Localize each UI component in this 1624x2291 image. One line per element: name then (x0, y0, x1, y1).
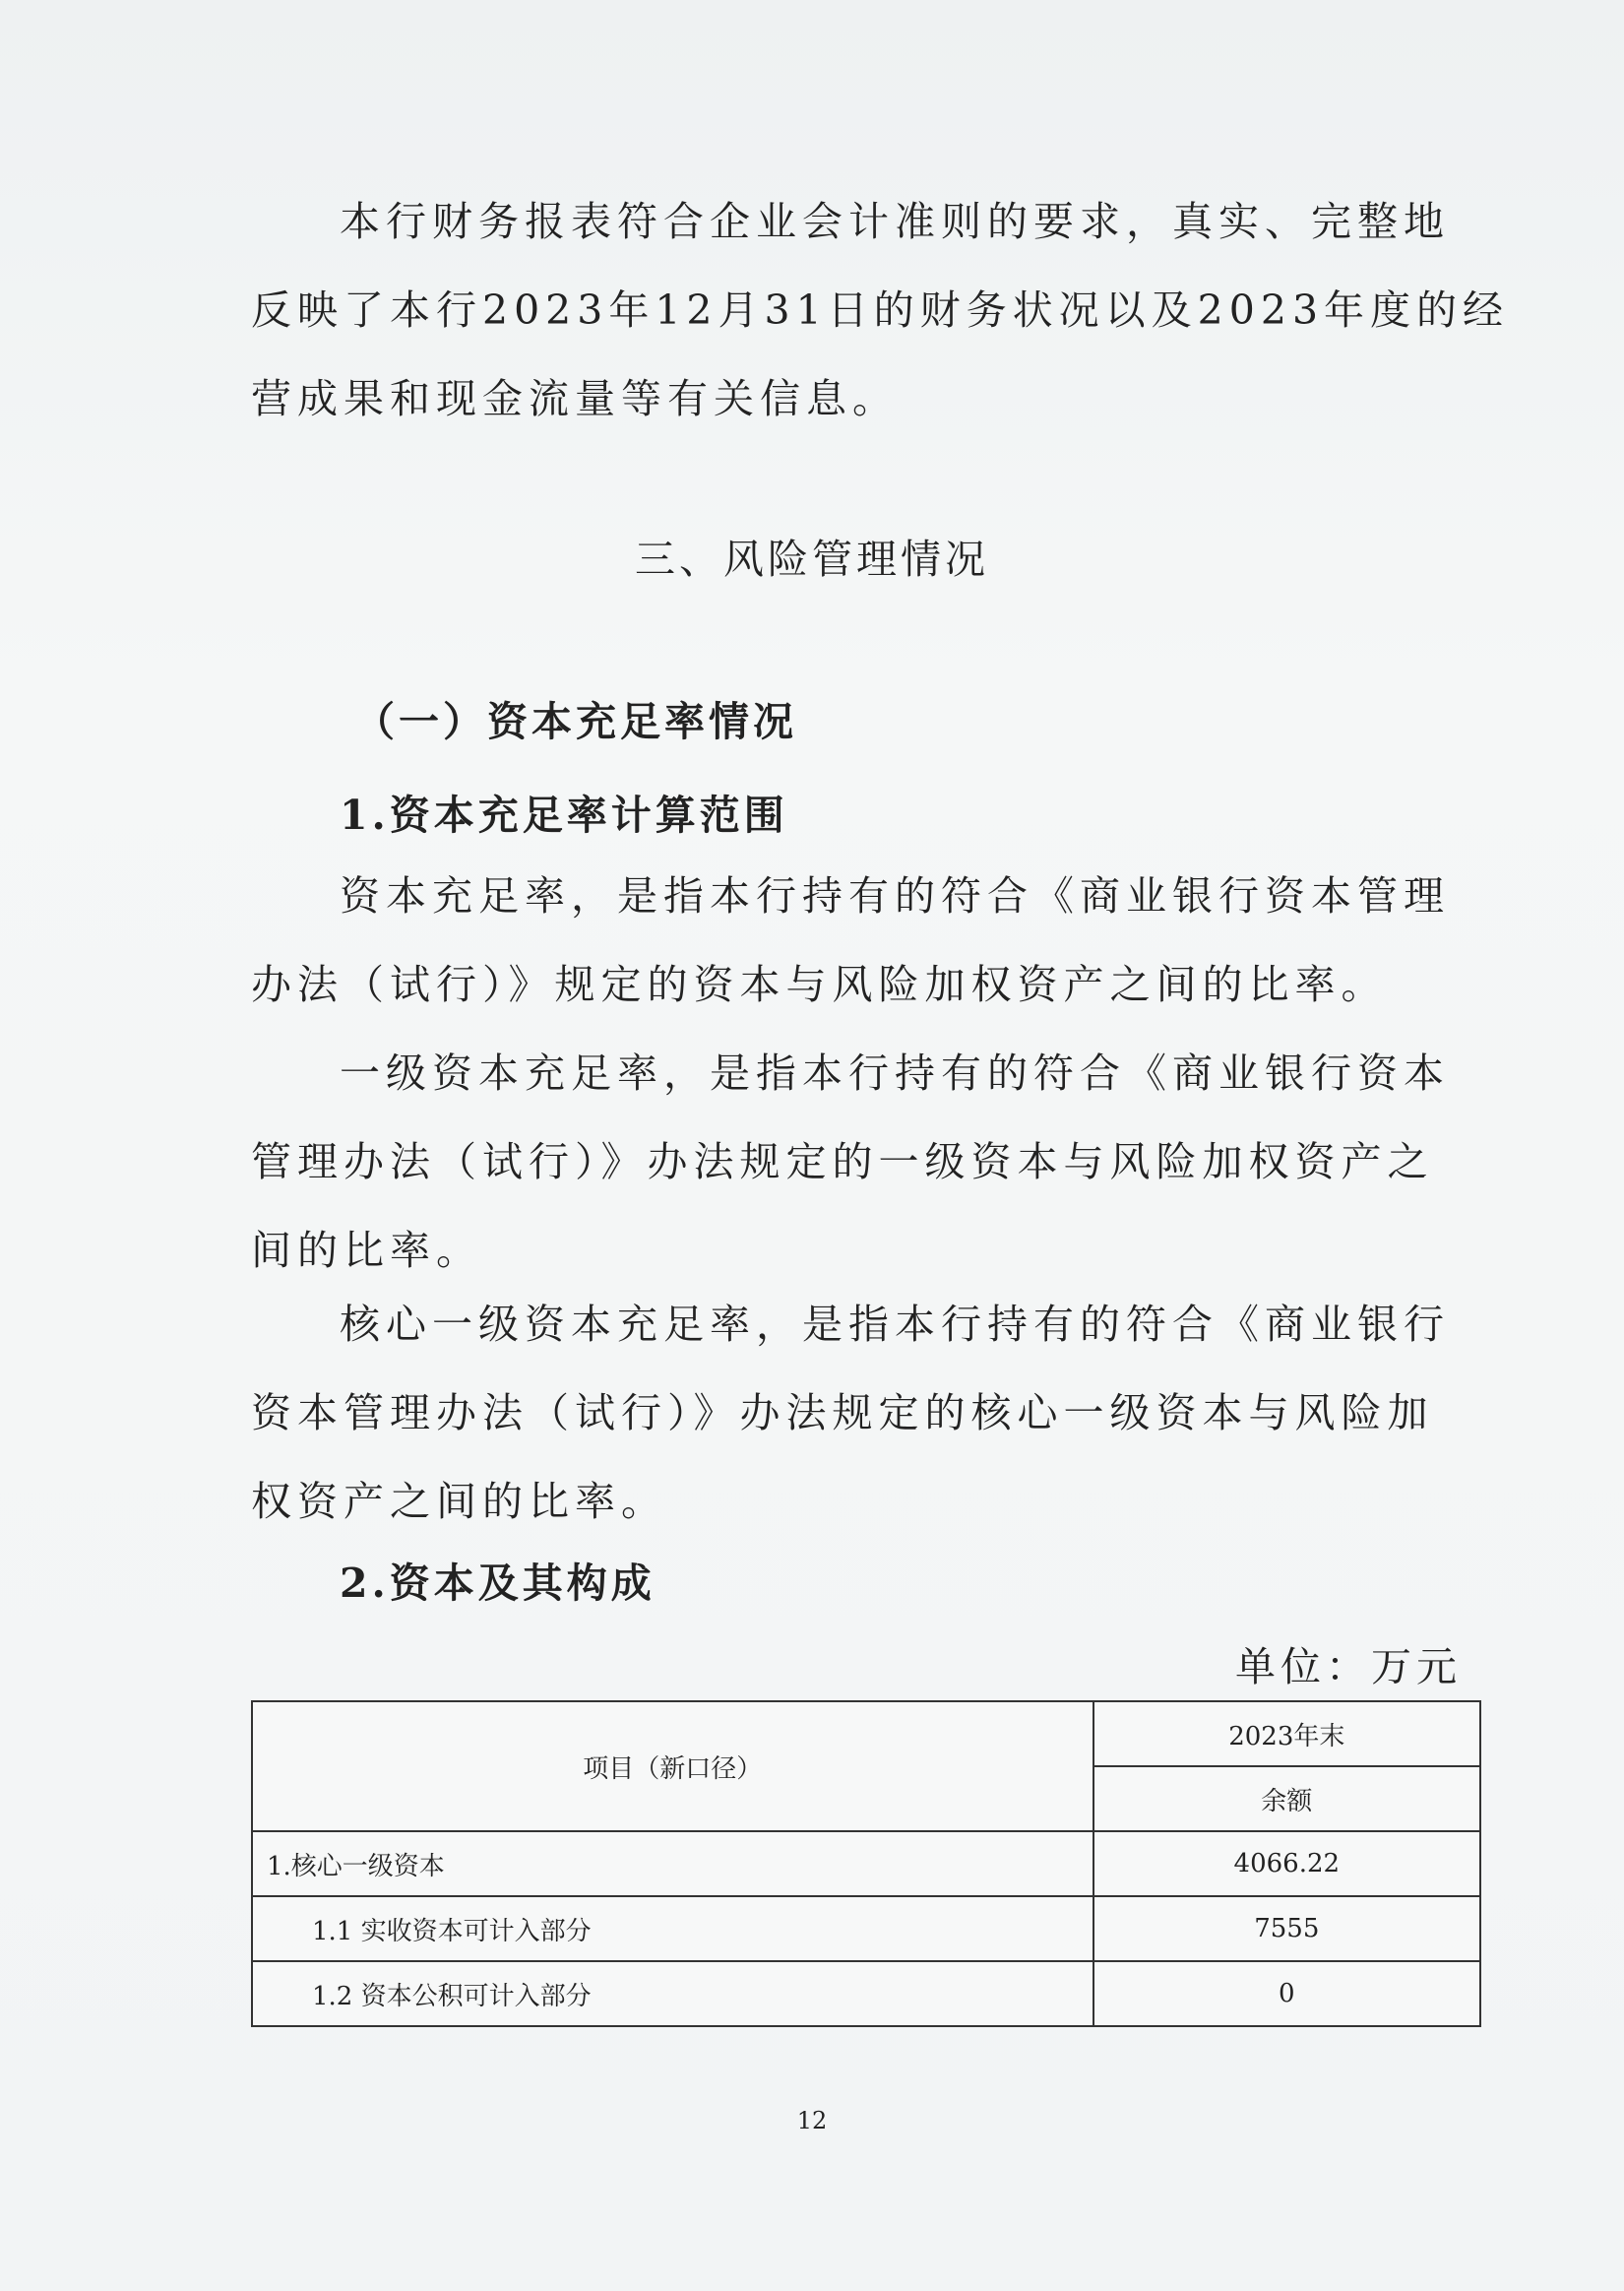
row-label-capital-reserve: 1.2 资本公积可计入部分 (252, 1961, 1093, 2026)
row-label-cet1: 1.核心一级资本 (252, 1831, 1093, 1896)
paragraph-capital-adequacy-ratio (251, 852, 1450, 1029)
table-row (252, 1896, 1480, 1961)
row-value-paid-in-capital: 7555 (1093, 1896, 1480, 1961)
table-row (252, 1961, 1480, 2026)
page-number: 12 (796, 2107, 828, 2134)
intro-line-3: 营成果和现金流量等有关信息。 (251, 375, 899, 422)
table-row (252, 1831, 1480, 1896)
intro-line-2: 反映了本行2023年12月31日的财务状况以及2023年度的经 (251, 286, 1510, 334)
row-label-paid-in-capital: 1.1 实收资本可计入部分 (252, 1896, 1093, 1961)
heading-capital-composition: 2.资本及其构成 (340, 1559, 656, 1607)
cet1-line-2: 资本管理办法（试行）》办法规定的核心一级资本与风险加 (251, 1389, 1434, 1436)
tier1-line-1: 一级资本充足率，是指本行持有的符合《商业银行资本 (340, 1050, 1450, 1097)
table-header-period: 2023年末 (1093, 1701, 1480, 1766)
heading-calculation-scope: 1.资本充足率计算范围 (340, 792, 788, 839)
intro-line-1: 本行财务报表符合企业会计准则的要求，真实、完整地 (340, 198, 1450, 245)
subsection-title: （一）资本充足率情况 (354, 698, 797, 745)
unit-label: 单位：万元 (1235, 1643, 1462, 1690)
tier1-line-3: 间的比率。 (251, 1227, 482, 1274)
paragraph-tier1-ratio (251, 1029, 1450, 1295)
capital-table (251, 1700, 1481, 2027)
intro-paragraph (251, 177, 1510, 443)
row-value-cet1: 4066.22 (1093, 1831, 1480, 1896)
section-title: 三、风险管理情况 (635, 536, 989, 583)
tier1-line-2: 管理办法（试行）》办法规定的一级资本与风险加权资产之 (251, 1138, 1434, 1185)
car-line-1: 资本充足率，是指本行持有的符合《商业银行资本管理 (340, 872, 1450, 920)
cet1-line-1: 核心一级资本充足率，是指本行持有的符合《商业银行 (340, 1301, 1450, 1348)
row-value-capital-reserve: 0 (1093, 1961, 1480, 2026)
cet1-line-3: 权资产之间的比率。 (251, 1478, 667, 1525)
car-line-2: 办法（试行）》规定的资本与风险加权资产之间的比率。 (251, 961, 1388, 1008)
table-header-row (252, 1701, 1480, 1766)
table-header-item: 项目（新口径） (252, 1701, 1093, 1831)
paragraph-cet1-ratio (251, 1280, 1450, 1546)
table-header-balance: 余额 (1093, 1766, 1480, 1831)
